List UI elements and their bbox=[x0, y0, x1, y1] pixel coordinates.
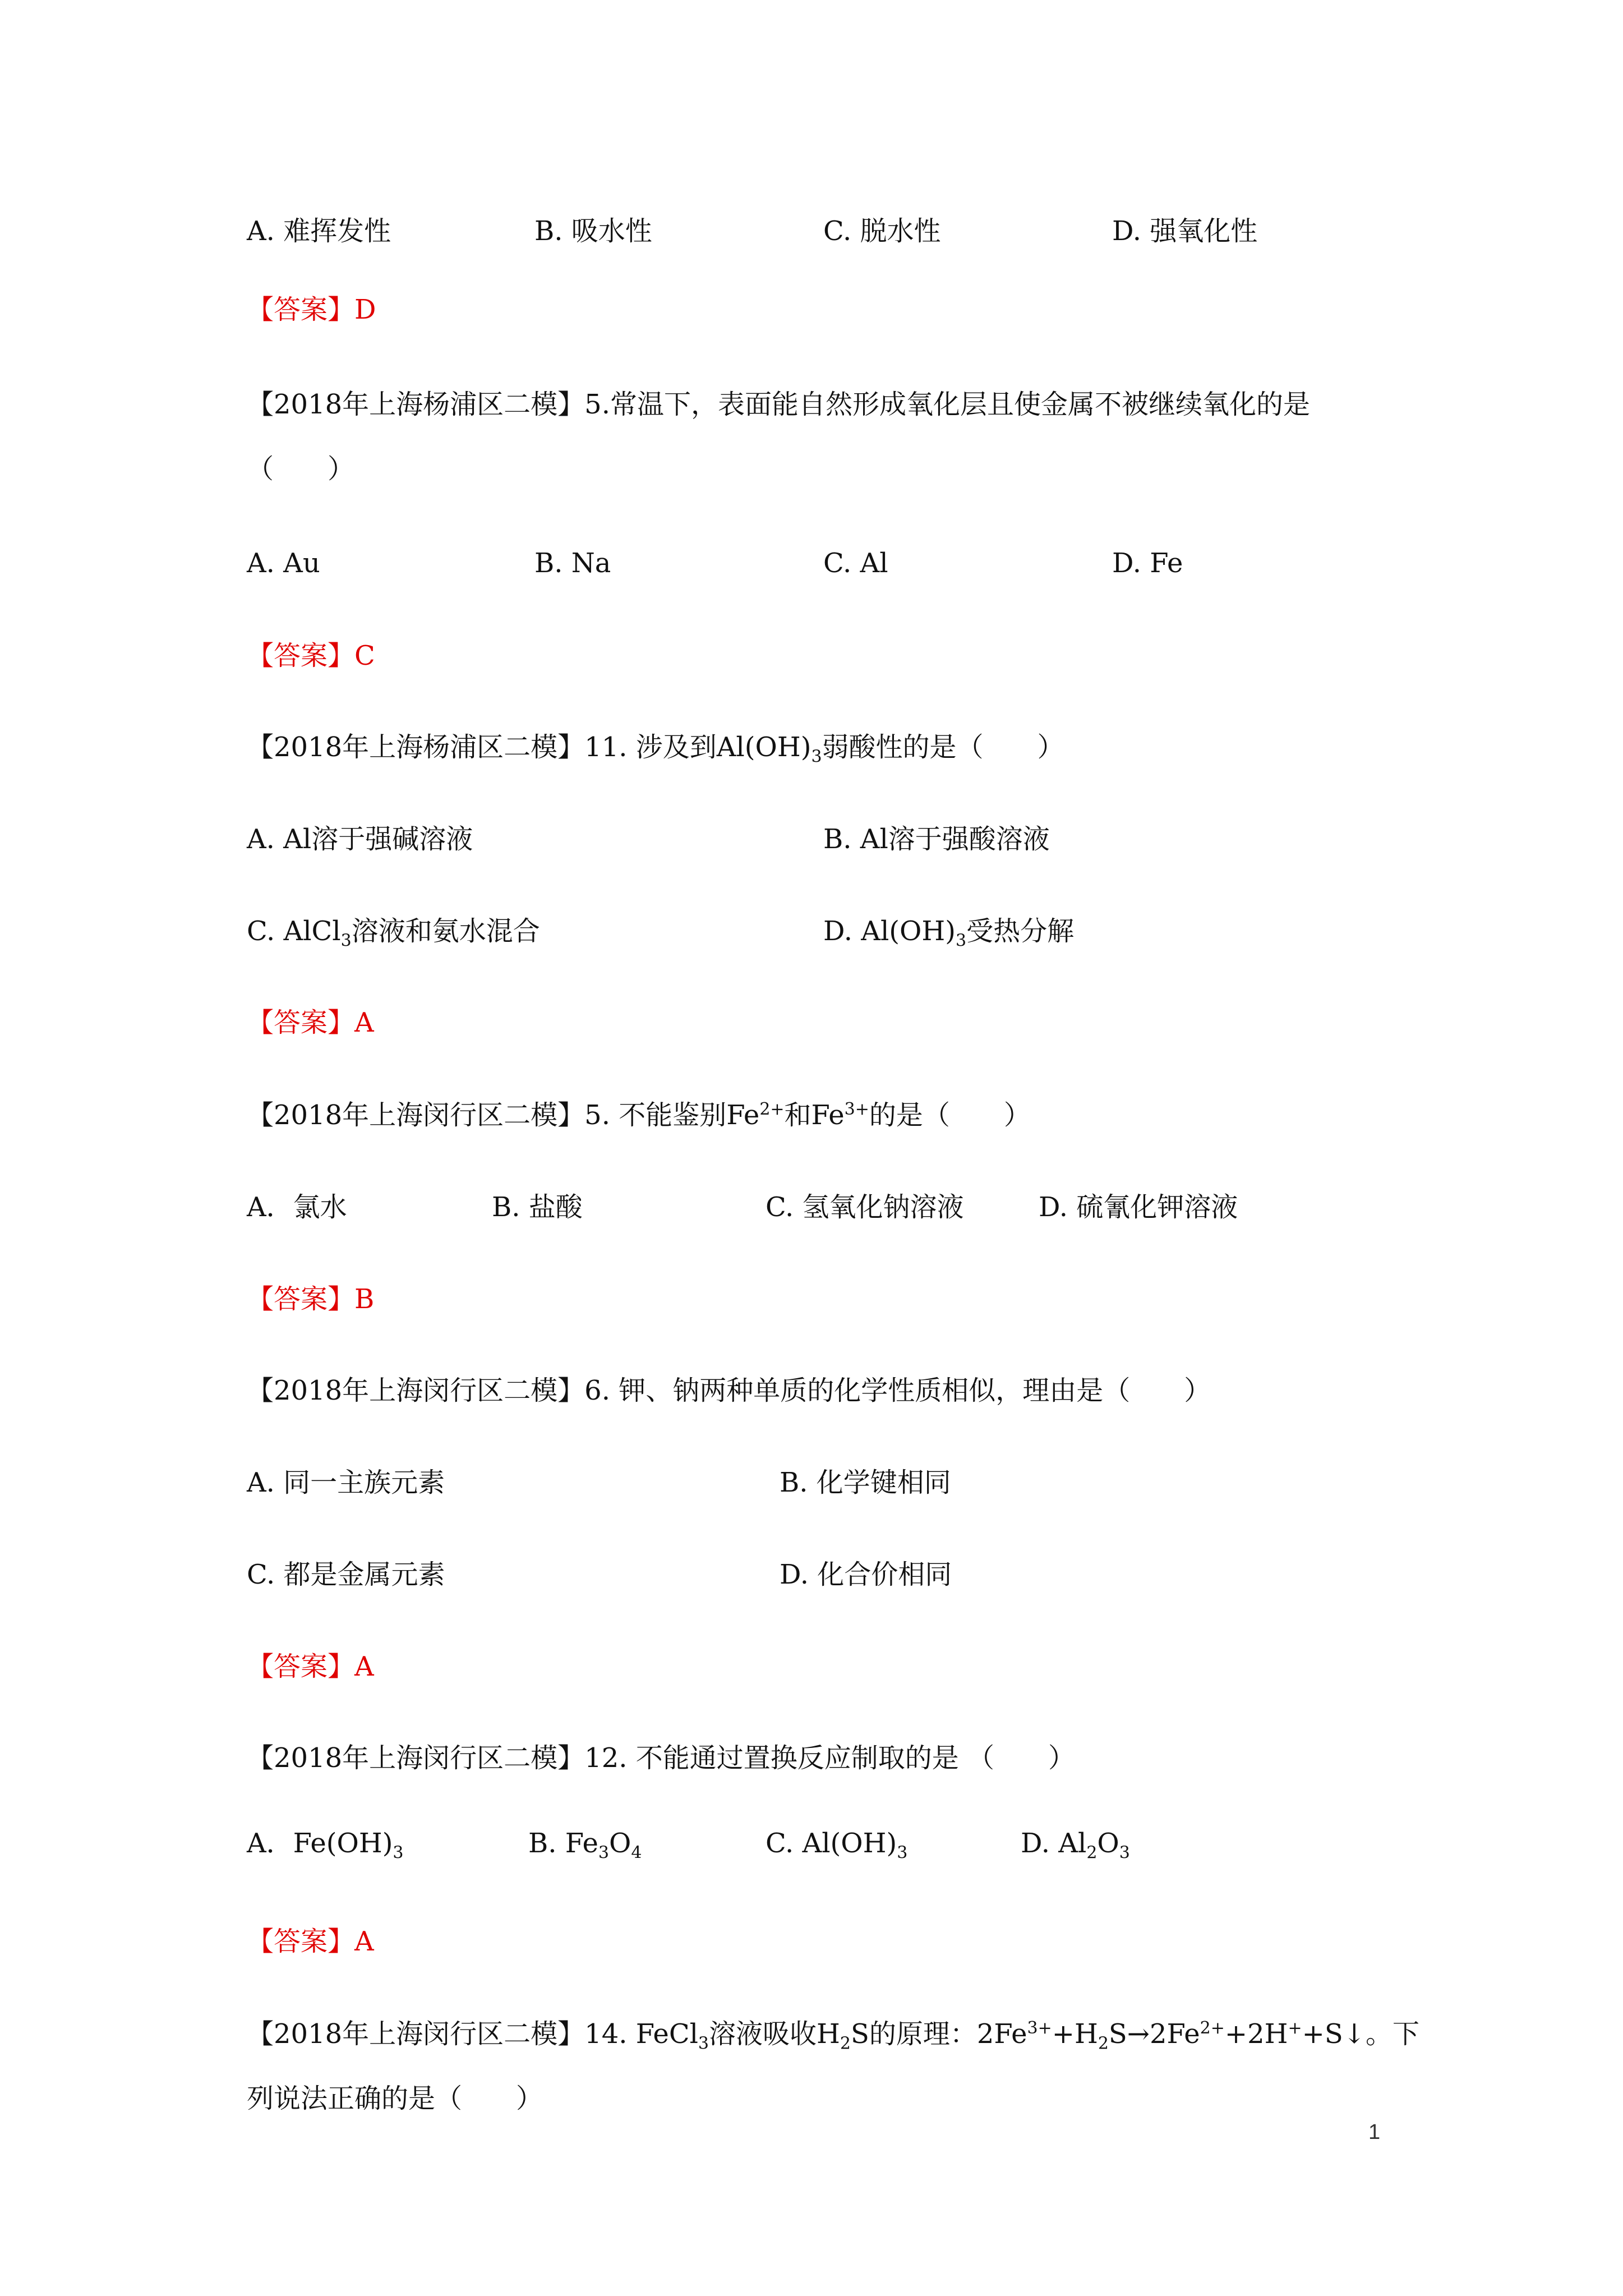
q6-stem: 【2018年上海闵行区二模】6. 钾、钠两种单质的化学性质相似，理由是（ ） bbox=[247, 1375, 1211, 1406]
q14-stem-line1: 【2018年上海闵行区二模】14. FeCl$_3$溶液吸收$H_2S$的原理：$2Fe^{3+}+H_2S\to 2Fe^{2+}+2H^++S↓$。下 bbox=[247, 2018, 1419, 2054]
q12-option-c: C. $Al(OH)_3$ bbox=[766, 1828, 908, 1863]
q4-option-d: D. 强氧化性 bbox=[1112, 215, 1258, 247]
q4-answer: 【答案】D bbox=[247, 294, 376, 325]
q11-answer: 【答案】A bbox=[247, 1007, 374, 1038]
q12-option-b: B. $Fe_3O_4$ bbox=[528, 1828, 642, 1863]
q5a-stem-line2: （ ） bbox=[247, 453, 355, 485]
q5b-option-a: A．氯水 bbox=[247, 1191, 347, 1223]
q6-option-a: A. 同一主族元素 bbox=[247, 1467, 445, 1498]
q11-option-c: C. AlCl$_3$溶液和氨水混合 bbox=[247, 915, 540, 951]
q12-answer: 【答案】A bbox=[247, 1926, 374, 1957]
q6-answer: 【答案】A bbox=[247, 1651, 374, 1682]
q5b-option-d: D. 硫氰化钾溶液 bbox=[1039, 1191, 1238, 1223]
page-number: 1 bbox=[1368, 2120, 1381, 2144]
q12-option-d: D. $Al_2O_3$ bbox=[1021, 1828, 1130, 1863]
q11-option-d: D. $Al(OH)_3$受热分解 bbox=[823, 915, 1075, 951]
q5a-option-b: B. Na bbox=[534, 547, 611, 579]
q5b-option-b: B. 盐酸 bbox=[492, 1191, 583, 1223]
q4-option-b: B. 吸水性 bbox=[534, 215, 652, 247]
q5a-stem-line1: 【2018年上海杨浦区二模】5.常温下，表面能自然形成氧化层且使金属不被继续氧化的是 bbox=[247, 389, 1310, 420]
q6-option-b: B. 化学键相同 bbox=[780, 1467, 951, 1498]
q11-option-b: B. Al溶于强酸溶液 bbox=[823, 823, 1050, 855]
q5a-answer: 【答案】C bbox=[247, 640, 375, 671]
q14-stem-line2: 列说法正确的是（ ） bbox=[247, 2083, 543, 2114]
q6-option-d: D. 化合价相同 bbox=[780, 1559, 952, 1590]
q5a-option-c: C. Al bbox=[823, 547, 888, 579]
q11-stem: 【2018年上海杨浦区二模】11. 涉及到$Al(OH)_3$弱酸性的是（ ） bbox=[247, 731, 1064, 767]
q11-option-a: A. Al溶于强碱溶液 bbox=[247, 823, 473, 855]
q12-stem: 【2018年上海闵行区二模】12. 不能通过置换反应制取的是 （ ） bbox=[247, 1742, 1076, 1774]
q4-option-a: A. 难挥发性 bbox=[247, 215, 391, 247]
q4-option-c: C. 脱水性 bbox=[823, 215, 941, 247]
q5b-stem: 【2018年上海闵行区二模】5. 不能鉴别$Fe^{2+}$和$Fe^{3+}$的是（ ） bbox=[247, 1099, 1031, 1131]
q5a-option-a: A. Au bbox=[247, 547, 320, 579]
q6-option-c: C. 都是金属元素 bbox=[247, 1559, 445, 1590]
q5b-option-c: C. 氢氧化钠溶液 bbox=[766, 1191, 964, 1223]
q5a-option-d: D. Fe bbox=[1112, 547, 1183, 579]
q5b-answer: 【答案】B bbox=[247, 1283, 375, 1315]
q12-option-a: A．$Fe(OH)_3$ bbox=[247, 1828, 404, 1863]
